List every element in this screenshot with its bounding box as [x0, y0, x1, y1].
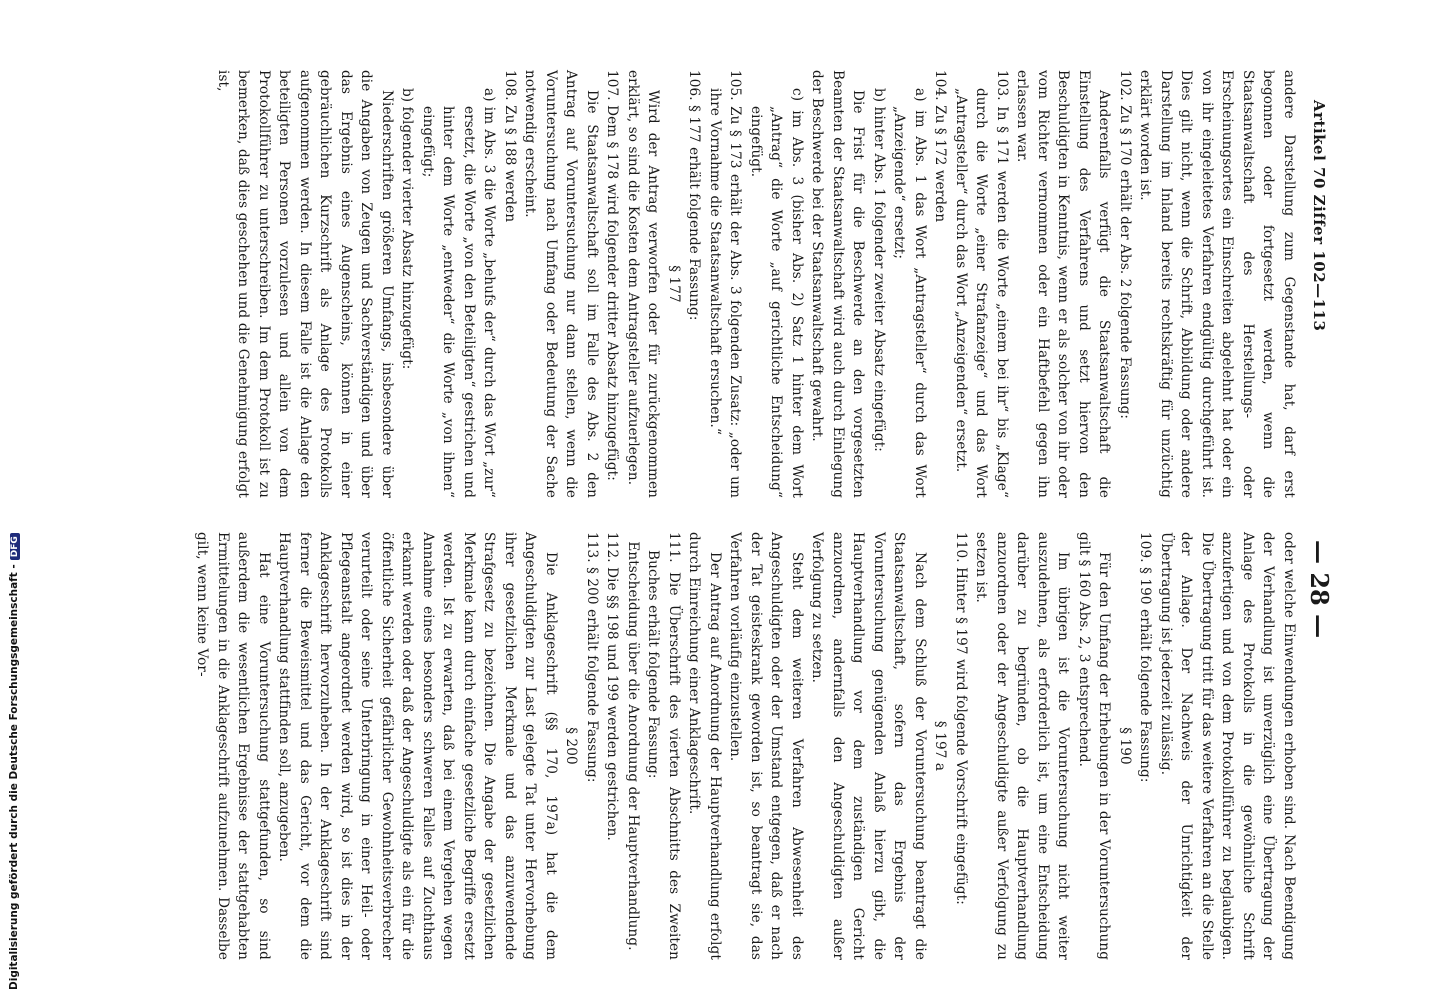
paragraph: Der Antrag auf Anordnung der Hauptverhandlung erfolgt durch Einreichung einer Anklageschrift. [686, 532, 723, 960]
running-title: Artikel 70 Ziffer 102—113 [1310, 100, 1328, 332]
dfg-logo: DFG [10, 533, 20, 560]
paragraph: oder welche Einwendungen erhoben sind. Nach Beendigung der Verhandlung ist unverzüglich eine Übertragung der Anlage des Protokolls in die gewöhnliche Schrift anzufertigen und von dem Protokollführer zu beglaubigen. Die Übertragung tritt für das weitere Verfahren an die Stelle der Anlage. Der Nachweis der Unrichtigkeit der Übertragung ist jederzeit zulässig. [1158, 532, 1297, 960]
paragraph: b) folgender vierter Absatz hinzugefügt: [399, 88, 416, 370]
paragraph: c) im Abs. 3 (bisher Abs. 2) Satz 1 hinter dem Wort „Antrag“ die Worte „auf gerichtliche Entscheidung“ eingefügt. [748, 88, 805, 498]
paragraph: § 190 [1117, 727, 1133, 765]
paragraph: 103. In § 171 werden die Worte „einem bei ihr“ bis „Klage“ durch die Worte „einer Strafanzeige“ und das Wort „Antragsteller“ durch das Wort „Anzeigenden“ ersetzt. [953, 70, 1010, 498]
paragraph: Für den Umfang der Erhebungen in der Voruntersuchung gilt § 160 Abs. 2, 3 entsprechend. [1076, 532, 1113, 960]
text-columns [110, 70, 1299, 960]
paragraph: Die Anklageschrift (§§ 170, 197a) hat die dem Angeschuldigten zur Last gelegte Tat unter Hervorhebung ihrer gesetzlichen Merkmale und das anzuwendende Strafgesetz zu bezeichnen. Die Angabe der gesetzlichen Merkmale kann durch einfache gesetzliche Begriffe ersetzt werden. Ist zu erwarten, daß bei einem Vergehen wegen Annahme eines besonders schweren Falles auf Zuchthaus erkannt werden oder daß der Angeschuldigte als ein für die öffentliche Sicherheit gefährlicher Gewohnheitsverbrecher verurteilt oder seine Unterbringung in einer Heil- oder Pflegeanstalt angeordnet werden wird, so ist dies in der Anklageschrift hervorzuheben. In der Anklageschrift sind ferner die Beweismittel und das Gericht, vor dem die Hauptverhandlung stattfinden soll, anzugeben. [276, 532, 559, 960]
paragraph: Nach dem Schluß der Voruntersuchung beantragt die Staatsanwaltschaft, sofern das Ergebnis der Voruntersuchung genügenden Anlaß hierzu gibt, die Hauptverhandlung vor dem zuständigen Gericht anzuordnen, andernfalls den Angeschuldigten außer Verfolgung zu setzen. [809, 532, 928, 960]
paragraph: 109. § 190 erhält folgende Fassung: [1137, 532, 1154, 783]
paragraph: Entscheidung über die Anordnung der Hauptverhandlung. [625, 541, 641, 951]
paragraph: Die Frist für die Beschwerde an den vorgesetzten Beamten der Staatsanwaltschaft wird auch durch Einlegung der Beschwerde bei der Staatsanwaltschaft gewahrt. [809, 70, 867, 498]
paragraph: andere Darstellung zum Gegenstande hat, darf erst begonnen oder fortgesetzt werden, wenn die Staatsanwaltschaft des Herstellungs- oder Erscheinungsortes ein Einschreiten abgelehnt hat oder ein von ihr eingeleitetes Verfahren endgültig durchgeführt ist. Dies gilt nicht, wenn die Schrift, Abbildung oder andere Darstellung im Inland bereits rechtskräftig für unzüchtig erklärt worden ist. [1137, 70, 1297, 498]
digitization-note: Digitalisierung gefördert durch die Deutsche Forschungsgemeinschaft - [8, 564, 20, 990]
digitization-footer [8, 536, 22, 990]
page-header [1302, 70, 1334, 940]
paragraph: Die Staatsanwaltschaft soll im Falle des Abs. 2 den Antrag auf Voruntersuchung nur dann stellen, wenn die Voruntersuchung nach Umfang oder Bedeutung der Sache notwendig erscheint. [522, 70, 600, 498]
paragraph: a) im Abs. 1 das Wort „Antragsteller“ durch das Wort „Anzeigende“ ersetzt; [891, 88, 928, 498]
paragraph: 105. Zu § 173 erhält der Abs. 3 folgenden Zusatz: „oder um ihre Vornahme die Staatsanwaltschaft ersuchen.“ [707, 70, 744, 498]
paragraph: 113. § 200 erhält folgende Fassung: [584, 532, 600, 783]
paragraph: Steht dem weiteren Verfahren Abwesenheit des Angeschuldigten oder der Umstand entgegen, daß er nach der Tat geisteskrank geworden ist, so beantragt sie, das Verfahren vorläufig einzustellen. [727, 532, 805, 960]
paragraph: 107. Dem § 178 wird folgender dritter Absatz hinzugefügt: [604, 70, 621, 481]
page-number: — 28 — [1305, 540, 1334, 639]
paragraph: Hat eine Voruntersuchung stattgefunden, so sind außerdem die wesentlichen Ergebnisse der stattgehabten Ermittelungen in die Anklageschrift aufzunehmen. Dasselbe gilt, wenn keine Vor- [194, 532, 272, 960]
paragraph: Niederschriften größeren Umfangs, insbesondere über die Angaben von Zeugen und Sachverständigen und über das Ergebnis eines Augenscheins, können in einer gebräuchlichen Kurzschrift als Anlage des Protokolls aufgenommen werden. In diesem Falle ist die Anlage den beteiligten Personen vorzulesen und allein von dem Protokollführer zu unterschreiben. Im dem Protokoll ist zu bemerken, daß dies geschehen und die Genehmigung erfolgt ist, [215, 70, 395, 498]
paragraph: b) hinter Abs. 1 folgender zweiter Absatz eingefügt: [871, 88, 887, 452]
paragraph: 104. Zu § 172 werden [932, 70, 949, 223]
paragraph: 106. § 177 erhält folgende Fassung: [686, 70, 703, 321]
paragraph: 110. Hinter § 197 wird folgende Vorschrift eingefügt: [953, 532, 969, 905]
paragraph: Im übrigen ist die Voruntersuchung nicht weiter auszudehnen, als erforderlich ist, um eine Entscheidung darüber zu begründen, ob die Hauptverhandlung anzuordnen oder der Angeschuldigte außer Verfolgung zu setzen ist. [973, 532, 1072, 960]
paragraph: § 197 a [932, 720, 949, 772]
paragraph: 112. Die §§ 198 und 199 werden gestrichen. [604, 532, 621, 841]
paragraph: § 177 [666, 265, 682, 303]
paragraph: 108. Zu § 188 werden [502, 70, 518, 223]
paragraph: Wird der Antrag verworfen oder für zurückgenommen erklärt, so sind die Kosten dem Antragsteller aufzuerlegen. [625, 70, 662, 498]
paragraph: 102. Zu § 170 erhält der Abs. 2 folgende Fassung: [1117, 70, 1133, 420]
paragraph: Anderenfalls verfügt die Staatsanwaltschaft die Einstellung des Verfahrens und setzt hiervon den Beschuldigten in Kenntnis, wenn er als solcher von ihr oder vom Richter vernommen oder ein Haftbefehl gegen ihn erlassen war. [1014, 70, 1113, 498]
right-column [110, 532, 1299, 960]
left-column [110, 70, 1299, 498]
paragraph: § 200 [563, 727, 580, 765]
paragraph: 111. Die Überschrift des vierten Abschnitts des Zweiten Buches erhält folgende Fassung: [645, 532, 682, 960]
paragraph: a) im Abs. 3 die Worte „behufs der“ durch das Wort „zur“ ersetzt, die Worte „von den Beteiligten“ gestrichen und hinter dem Worte „entweder“ die Worte „von ihnen“ eingefügt; [420, 88, 498, 498]
